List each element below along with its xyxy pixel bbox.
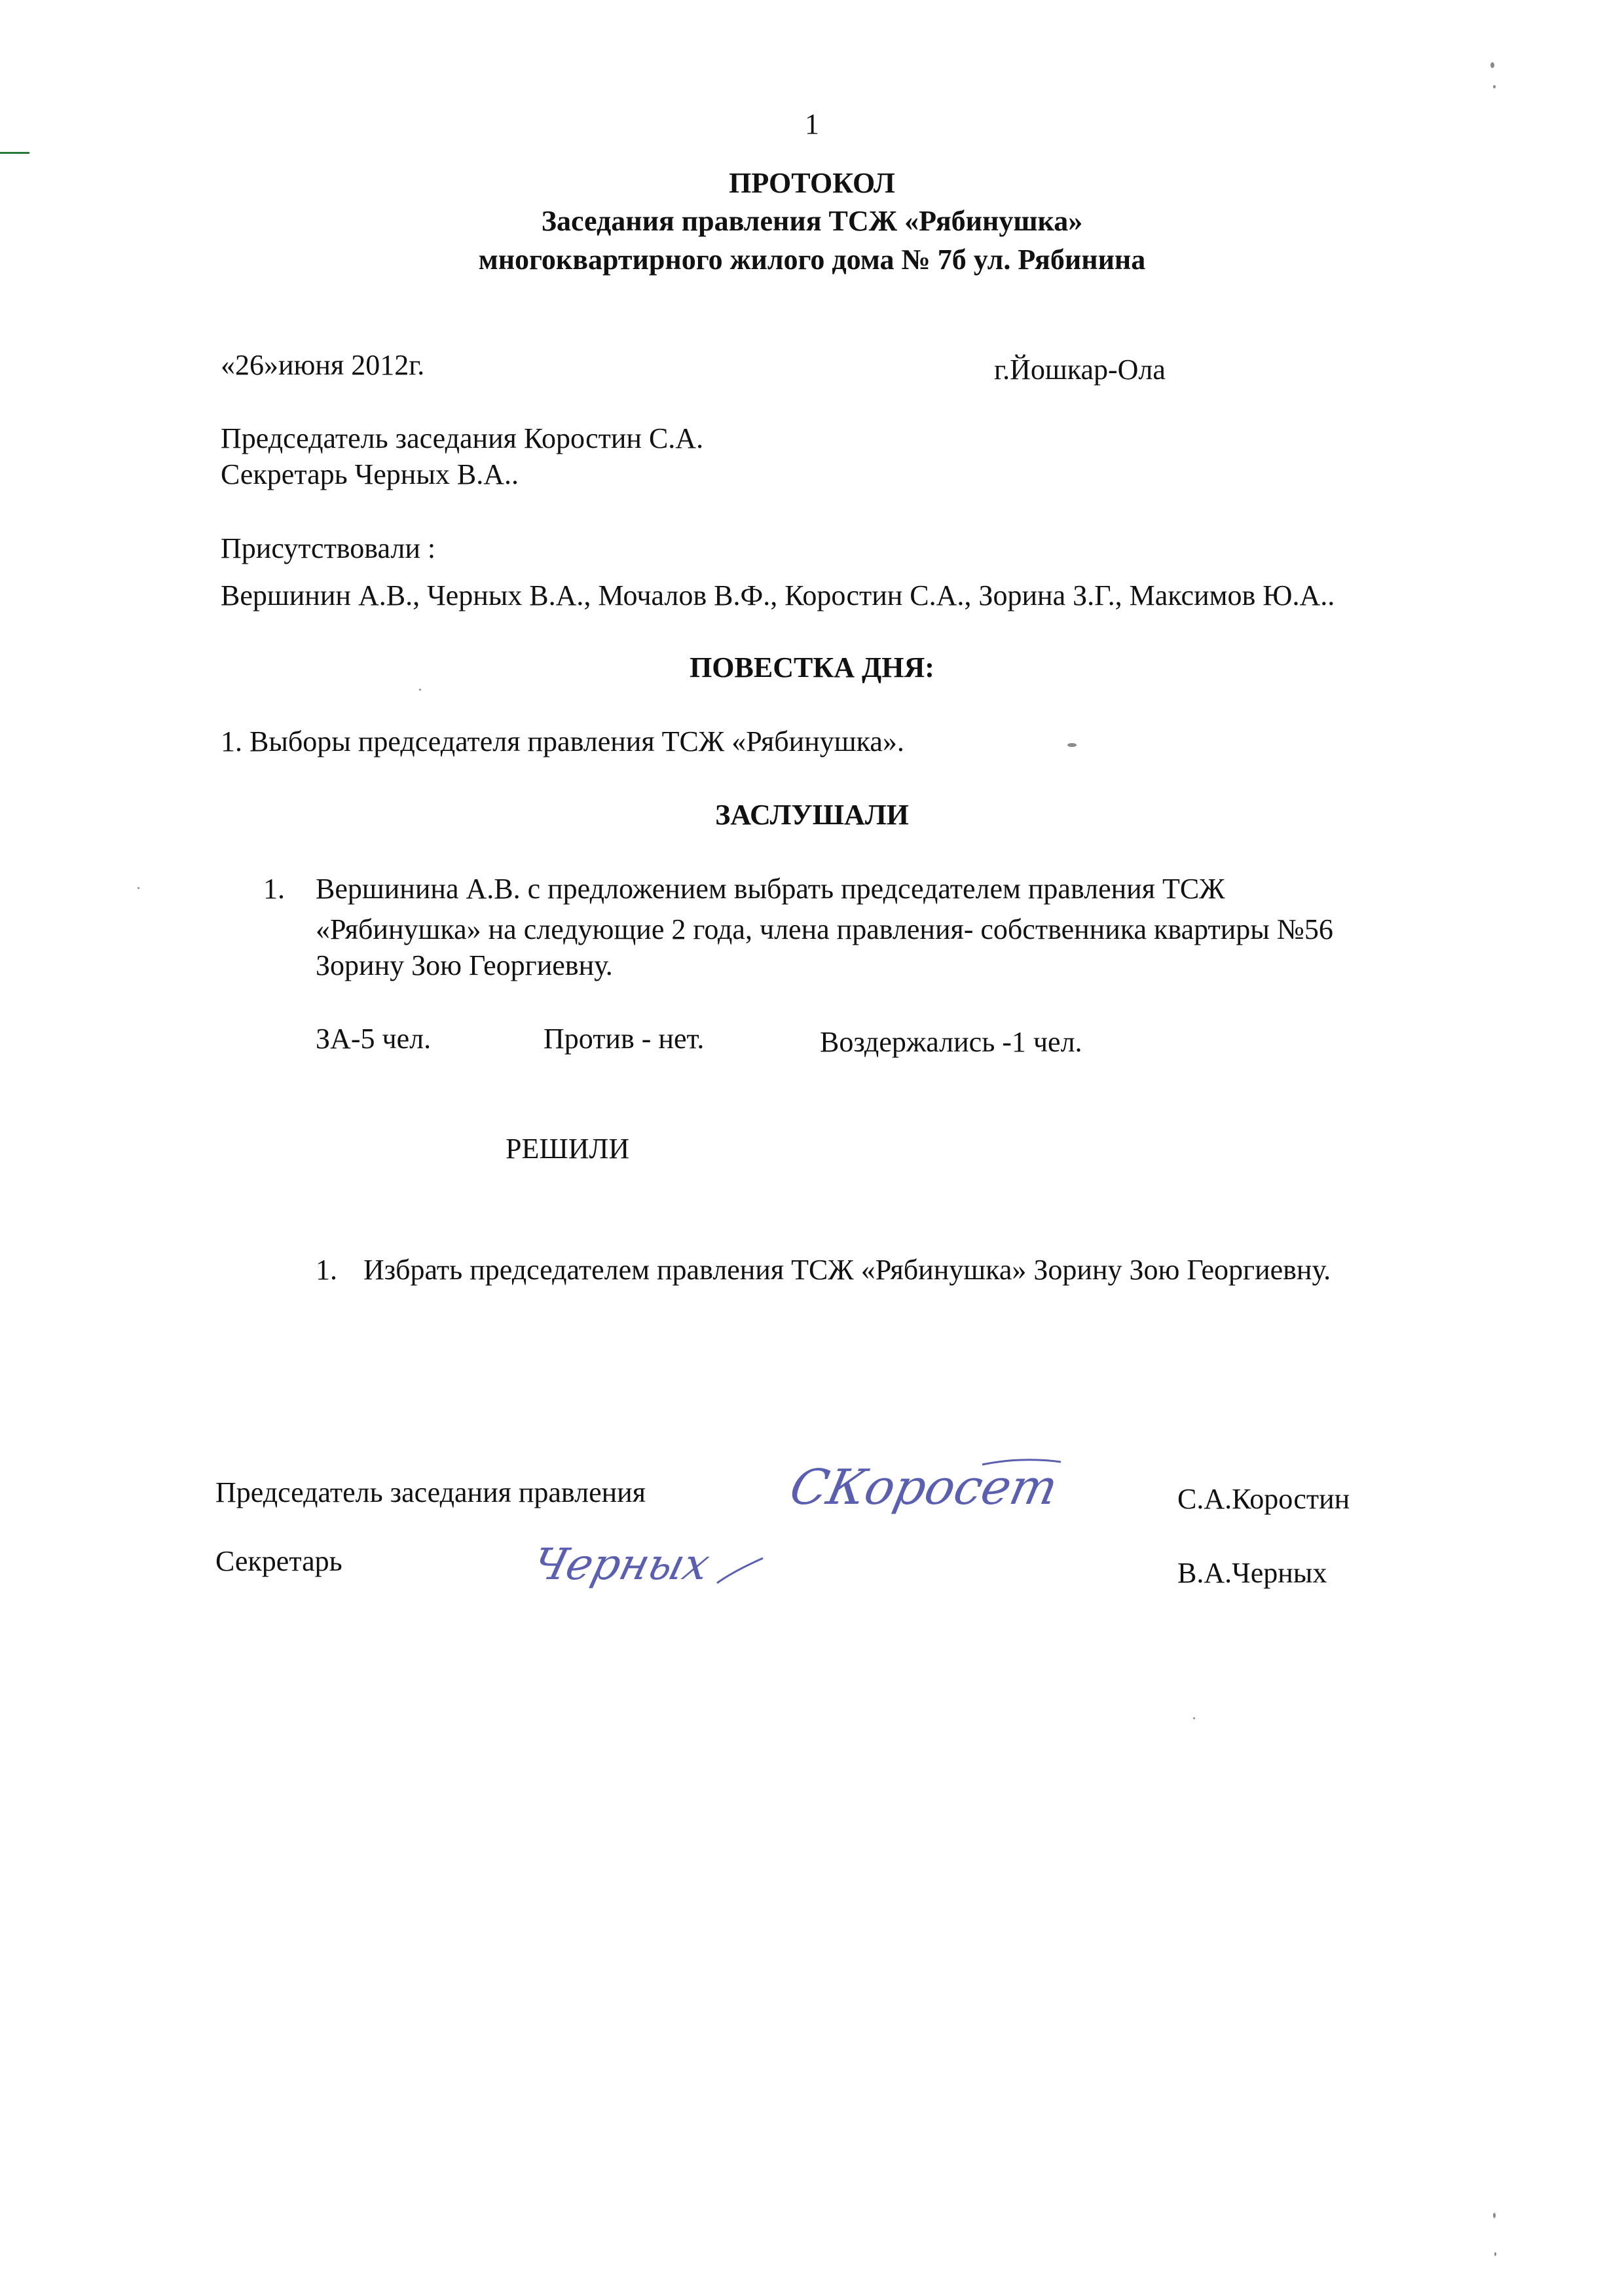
- attendees-label: Присутствовали :: [221, 532, 436, 564]
- scan-speck: [1494, 2252, 1496, 2256]
- scan-speck: [1067, 743, 1077, 747]
- margin-rule: [0, 152, 29, 154]
- meeting-city: г.Йошкар-Ола: [994, 354, 1166, 386]
- decided-item-number: 1.: [316, 1254, 337, 1286]
- vote-abstain: Воздержались -1 чел.: [820, 1026, 1082, 1058]
- decided-heading: РЕШИЛИ: [506, 1133, 630, 1165]
- heard-heading: ЗАСЛУШАЛИ: [715, 799, 909, 831]
- vote-for: ЗА-5 чел.: [316, 1023, 432, 1055]
- agenda-heading: ПОВЕСТКА ДНЯ:: [690, 651, 934, 683]
- chair-line: Председатель заседания Коростин С.А.: [221, 422, 704, 454]
- chair-handwritten-signature: [786, 1450, 1074, 1529]
- chair-signature-text: СКоросет: [784, 1459, 1063, 1516]
- secretary-signature-name: В.А.Черных: [1177, 1557, 1327, 1589]
- page-number: 1: [805, 108, 819, 140]
- decided-item-text: Избрать председателем правления ТСЖ «Рябинушка» Зорину Зою Георгиевну.: [363, 1254, 1331, 1286]
- document-subtitle: Заседания правления ТСЖ «Рябинушка»: [541, 205, 1083, 237]
- scan-speck: [1193, 1717, 1195, 1719]
- document-subtitle-address: многоквартирного жилого дома № 7б ул. Рябинина: [478, 244, 1146, 276]
- heard-item-line: Вершинина А.В. с предложением выбрать председателем правления ТСЖ: [316, 873, 1225, 905]
- agenda-item: 1. Выборы председателя правления ТСЖ «Рябинушка».: [221, 725, 904, 757]
- scan-speck: [419, 689, 421, 691]
- chair-signature-label: Председатель заседания правления: [215, 1476, 646, 1508]
- scan-speck: [1490, 62, 1494, 68]
- secretary-line: Секретарь Черных В.А..: [221, 458, 519, 490]
- meeting-date: «26»июня 2012г.: [221, 349, 425, 381]
- secretary-signature-label: Секретарь: [215, 1545, 342, 1577]
- scan-speck: [1493, 85, 1496, 88]
- heard-item-number: 1.: [263, 873, 285, 905]
- chair-signature-name: С.А.Коростин: [1177, 1483, 1350, 1515]
- scan-speck: [138, 887, 139, 889]
- secretary-handwritten-signature: [527, 1525, 786, 1611]
- secretary-signature-text: Черных: [527, 1539, 715, 1590]
- heard-item-line: Зорину Зою Георгиевну.: [316, 949, 613, 981]
- vote-against: Против - нет.: [544, 1023, 705, 1055]
- attendees-names: Вершинин А.В., Черных В.А., Мочалов В.Ф., Коростин С.А., Зорина З.Г., Максимов Ю.А..: [221, 579, 1335, 611]
- heard-item-line: «Рябинушка» на следующие 2 года, члена правления- собственника квартиры №56: [316, 913, 1333, 945]
- document-title: ПРОТОКОЛ: [729, 167, 895, 199]
- scan-speck: [1493, 2213, 1496, 2218]
